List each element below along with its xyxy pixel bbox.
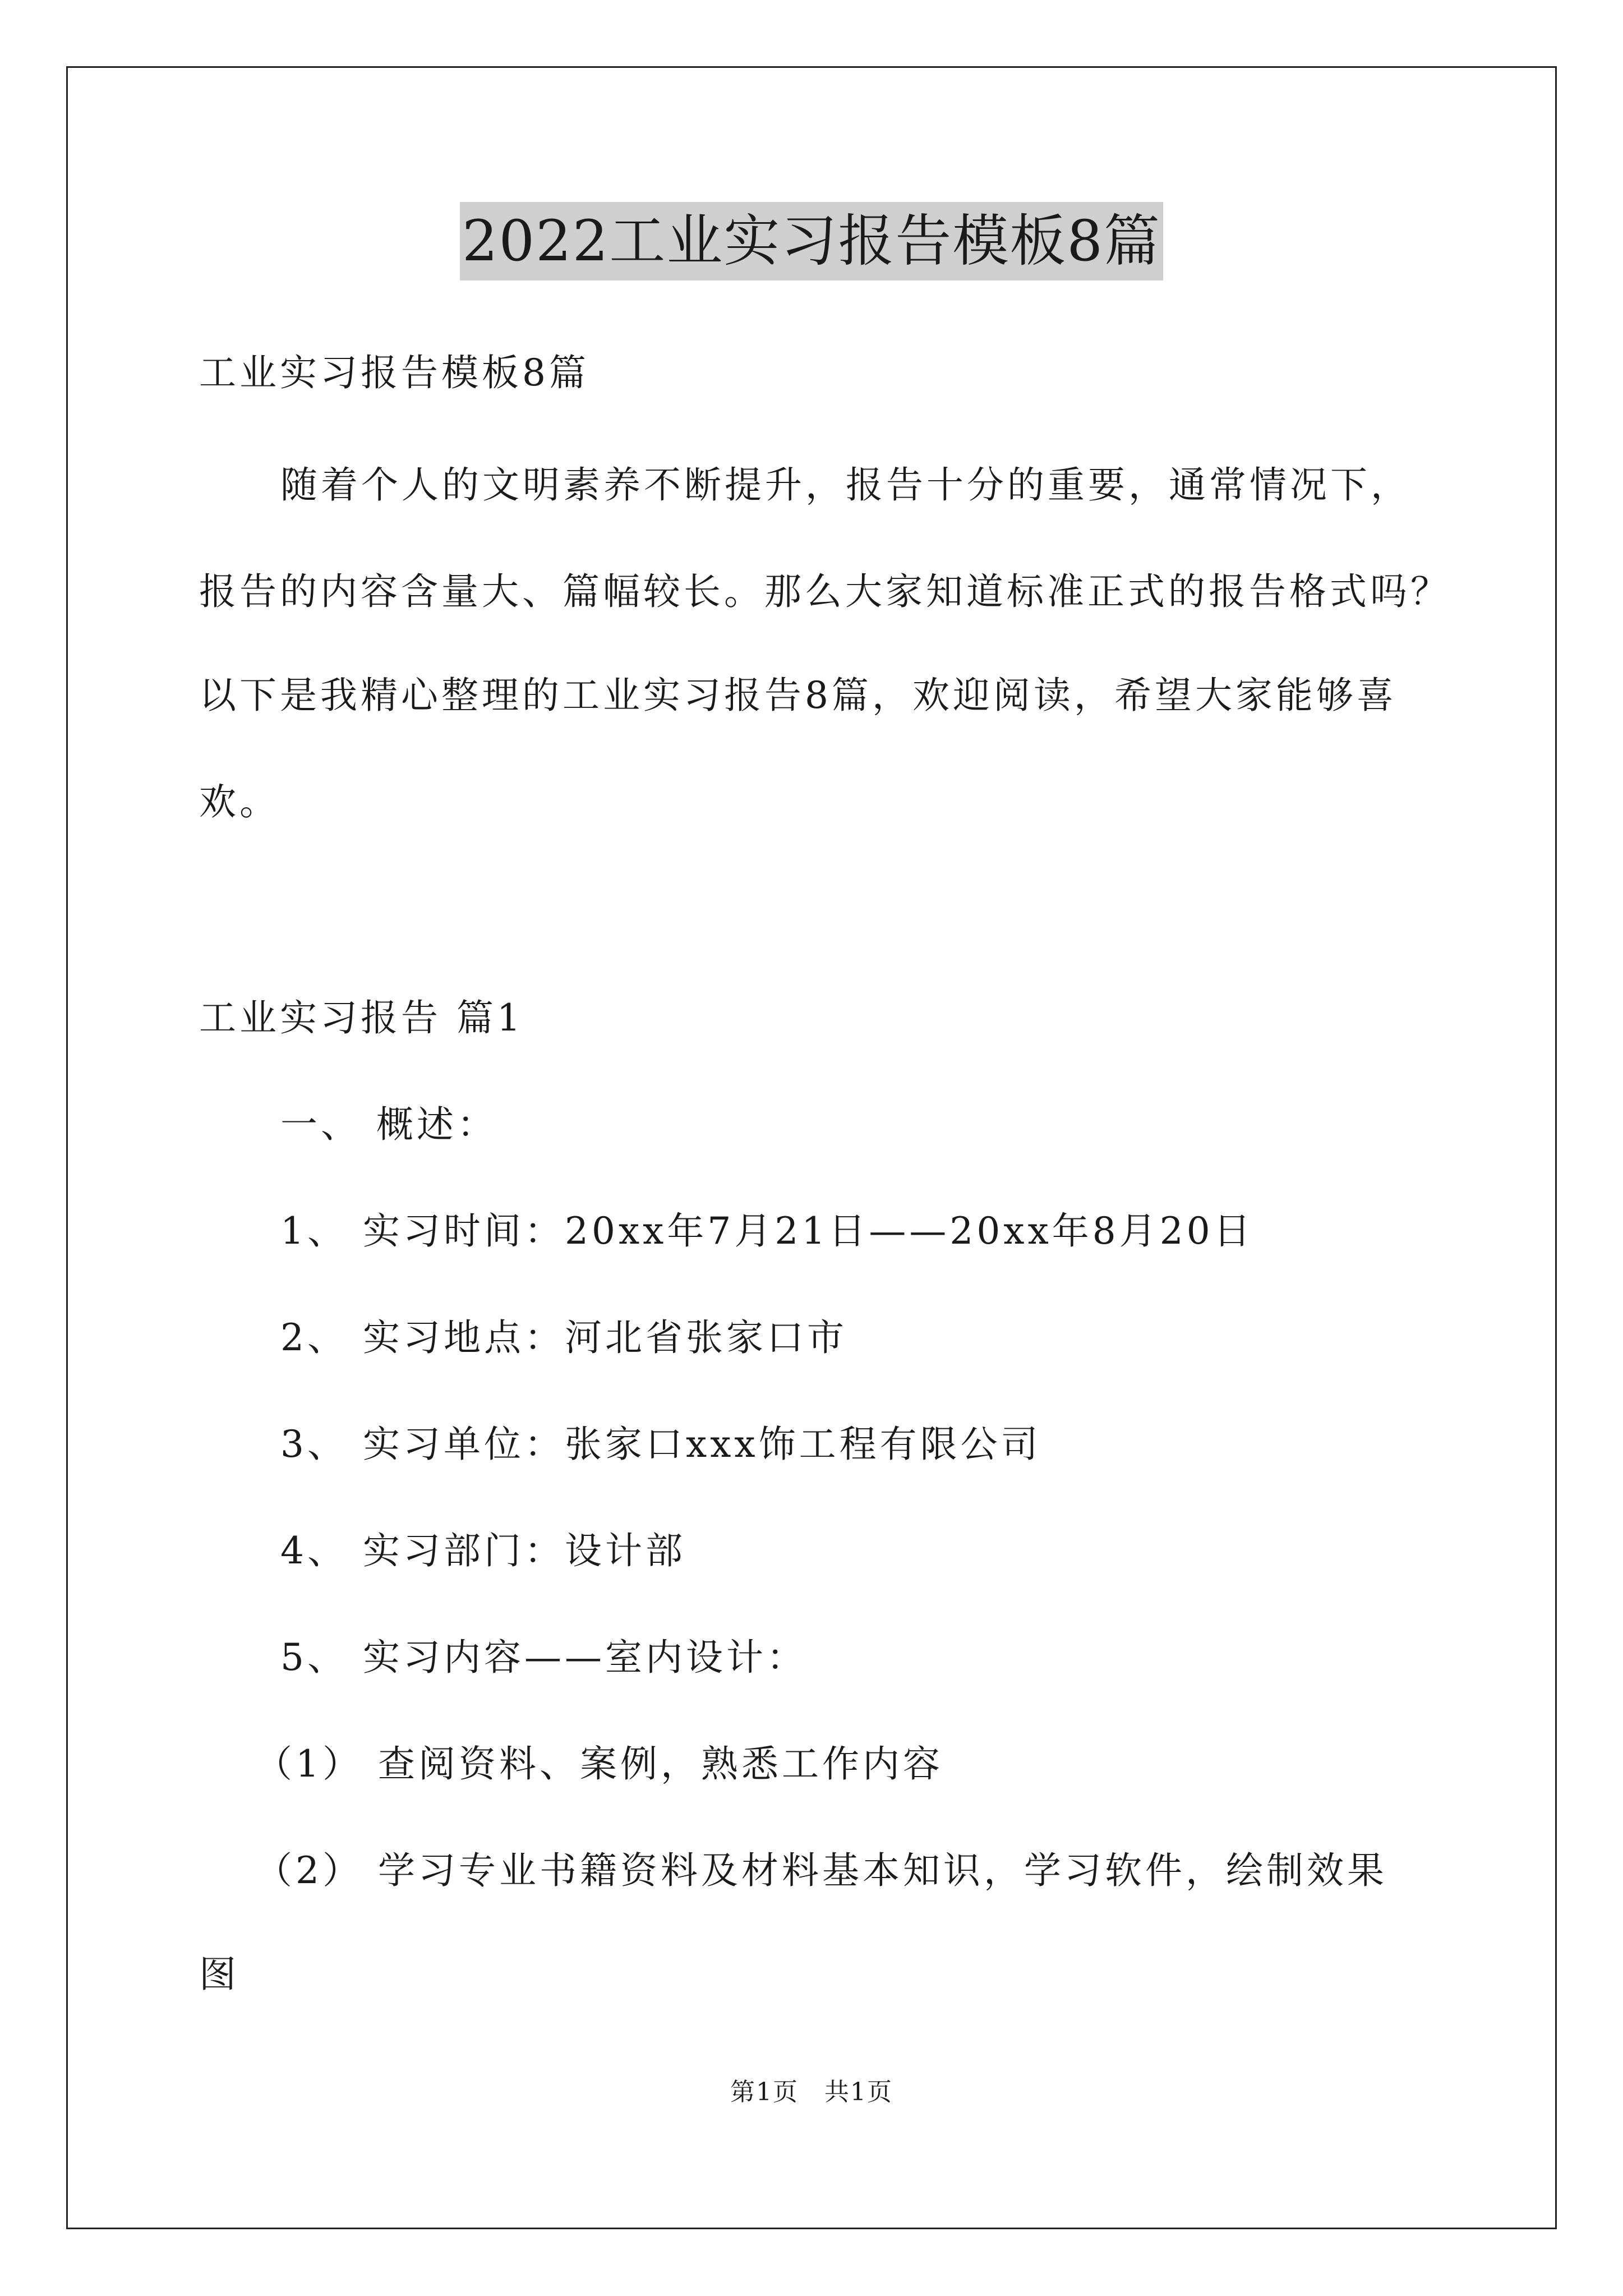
title-container (0, 202, 1623, 280)
document-subtitle: 工业实习报告模板8篇 (199, 351, 589, 394)
list-item-time: 1、 实习时间：20xx年7月21日——20xx年8月20日 (280, 1209, 1254, 1253)
intro-line-4: 欢。 (199, 780, 280, 823)
list-item-location: 2、 实习地点：河北省张家口市 (280, 1316, 847, 1359)
intro-line-1: 随着个人的文明素养不断提升，报告十分的重要，通常情况下， (280, 463, 1411, 507)
section-heading: 工业实习报告 篇1 (199, 996, 524, 1039)
list-item-department: 4、 实习部门：设计部 (280, 1529, 686, 1572)
list-item-content: 5、 实习内容——室内设计： (280, 1636, 807, 1679)
page-footer: 第1页 共1页 (730, 2078, 893, 2106)
overview-heading: 一、 概述： (280, 1103, 497, 1146)
intro-line-3: 以下是我精心整理的工业实习报告8篇，欢迎阅读，希望大家能够喜 (199, 674, 1397, 717)
document-title: 2022工业实习报告模板8篇 (460, 202, 1163, 280)
intro-line-2: 报告的内容含量大、篇幅较长。那么大家知道标准正式的报告格式吗？ (199, 570, 1451, 613)
sub-item-1: （1） 查阅资料、案例，熟悉工作内容 (255, 1742, 943, 1786)
sub-item-2: （2） 学习专业书籍资料及材料基本知识，学习软件，绘制效果 (255, 1849, 1387, 1892)
sub-item-2-continued: 图 (199, 1953, 239, 1996)
list-item-company: 3、 实习单位：张家口xxx饰工程有限公司 (280, 1423, 1041, 1466)
